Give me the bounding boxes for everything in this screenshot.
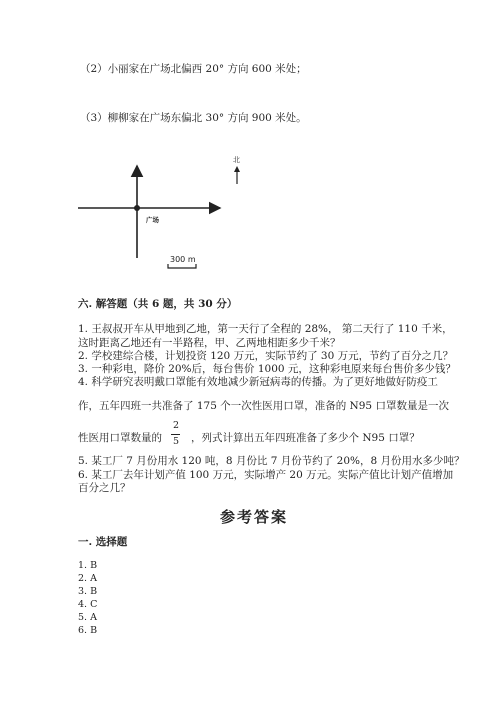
answer-item: 1. B — [78, 560, 98, 571]
answers-title: 参考答案 — [220, 508, 289, 526]
part6-line: 3. 一种彩电，降价 20%后，每台售价 1000 元，这种彩电原来每台售价多少钱？ — [78, 363, 456, 375]
part6-line: 6. 某工厂去年计划产值 100 万元，实际增产 20 万元。实际产值比计划产值增加 — [78, 469, 454, 481]
part6-line: 性医用口罩数量的 — [78, 432, 162, 444]
scale-bar — [168, 264, 196, 268]
scale-label: 300 m — [170, 255, 196, 264]
fraction-denominator: 5 — [172, 436, 180, 447]
question-3-text: （3）柳柳家在广场东偏北 30° 方向 900 米处。 — [80, 112, 307, 124]
fraction-bar — [171, 434, 180, 435]
part6-line: 4. 科学研究表明戴口罩能有效地减少新冠病毒的传播。为了更好地做好防疫工 — [78, 376, 438, 388]
part6-line: 1. 王叔叔开车从甲地到乙地，第一天行了全程的 28%， 第二天行了 110 千米， — [78, 323, 453, 335]
answer-item: 6. B — [78, 625, 98, 636]
part6-title: 六. 解答题（共 6 题，共 30 分） — [78, 298, 238, 310]
question-2-text: （2）小丽家在广场北偏西 20° 方向 600 米处； — [80, 63, 307, 75]
center-label: 广场 — [146, 216, 159, 224]
part6-line: 5. 某工厂 7 月份用水 120 吨，8 月份比 7 月份节约了 20%，8 月份用水多少吨？ — [78, 455, 465, 467]
answers-section-title: 一. 选择题 — [78, 536, 128, 548]
answer-item: 2. A — [78, 573, 97, 584]
fraction-numerator: 2 — [172, 420, 180, 431]
direction-diagram — [70, 150, 240, 280]
part6-line: 百分之几？ — [78, 482, 131, 494]
answer-item: 5. A — [78, 612, 97, 623]
answer-item: 3. B — [78, 586, 98, 597]
part6-line: 这时距离乙地还有一半路程，甲、乙两地相距多少千米？ — [78, 337, 341, 349]
part6-line: ，列式计算出五年四班准备了多少个 N95 口罩？ — [191, 432, 420, 444]
part6-line: 作，五年四班一共准备了 175 个一次性医用口罩，准备的 N95 口罩数量是一次 — [78, 400, 449, 412]
part6-line: 2. 学校建综合楼，计划投资 120 万元，实际节约了 30 万元，节约了百分之几？ — [78, 350, 454, 362]
north-label: 北 — [233, 156, 240, 164]
square-point — [134, 205, 140, 211]
answer-item: 4. C — [78, 599, 98, 610]
